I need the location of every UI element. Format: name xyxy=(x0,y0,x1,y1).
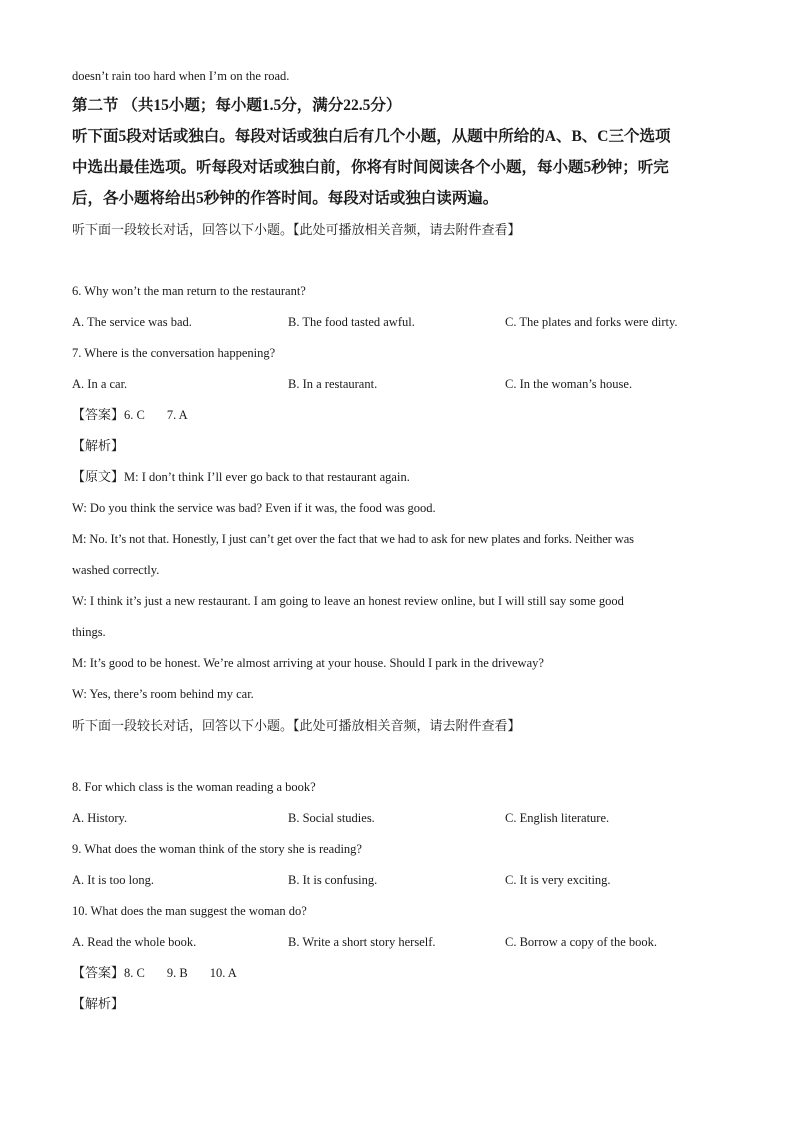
original-label: 【原文】 xyxy=(72,470,125,485)
blank-gap xyxy=(72,741,722,772)
transcript-line-6: things. xyxy=(72,625,106,639)
question-8-options xyxy=(72,803,722,834)
option-c: C. The plates and forks were dirty. xyxy=(505,315,678,329)
answer-9: 9. B xyxy=(166,966,188,980)
transcript-line-3: M: No. It’s not that. Honestly, I just can’t get over the fact that we had to ask for new plates and forks. Neither was xyxy=(72,532,634,546)
question-7-options xyxy=(72,369,722,400)
option-c: C. It is very exciting. xyxy=(505,873,611,887)
question-10: 10. What does the man suggest the woman do? xyxy=(72,904,307,918)
blank-gap xyxy=(72,245,722,276)
option-c: C. English literature. xyxy=(505,811,610,825)
section-title: 第二节 （共15小题；每小题1.5分，满分22.5分） xyxy=(72,97,402,114)
question-9-options xyxy=(72,865,722,896)
analysis-label: 【解析】 xyxy=(72,997,125,1012)
analysis-line-2 xyxy=(72,989,722,1020)
option-a: A. History. xyxy=(72,811,128,825)
option-b: B. Social studies. xyxy=(288,811,375,825)
option-b: B. It is confusing. xyxy=(288,873,378,887)
answer-6: 6. C xyxy=(124,408,145,422)
transcript-text: M: I don’t think I’ll ever go back to that restaurant again. xyxy=(124,470,410,484)
transcript-line-8: W: Yes, there’s room behind my car. xyxy=(72,687,254,701)
question-8: 8. For which class is the woman reading a book? xyxy=(72,780,316,794)
option-b: B. Write a short story herself. xyxy=(288,935,436,949)
audio-note: 听下面一段较长对话，回答以下小题。【此处可播放相关音频，请去附件查看】 xyxy=(72,222,521,237)
answer-10: 10. A xyxy=(209,966,237,980)
option-a: A. The service was bad. xyxy=(72,315,192,329)
option-a: A. It is too long. xyxy=(72,873,154,887)
option-b: B. In a restaurant. xyxy=(288,377,378,391)
analysis-line-1 xyxy=(72,431,722,462)
question-6-options xyxy=(72,307,722,338)
answer-8: 8. C xyxy=(124,966,145,980)
transcript-line-2: W: Do you think the service was bad? Even if it was, the food was good. xyxy=(72,501,436,515)
answer-label: 【答案】 xyxy=(72,408,125,423)
transcript-line-1 xyxy=(72,462,722,493)
question-10-options xyxy=(72,927,722,958)
option-c: C. In the woman’s house. xyxy=(505,377,633,391)
section-instruction-line-1: 听下面5段对话或独白。每段对话或独白后有几个小题，从题中所给的A、B、C三个选项 xyxy=(72,128,671,145)
option-a: A. Read the whole book. xyxy=(72,935,197,949)
question-6: 6. Why won’t the man return to the restaurant? xyxy=(72,284,306,298)
question-7: 7. Where is the conversation happening? xyxy=(72,346,276,360)
option-c: C. Borrow a copy of the book. xyxy=(505,935,658,949)
transcript-line-4: washed correctly. xyxy=(72,563,160,577)
audio-note-2: 听下面一段较长对话，回答以下小题。【此处可播放相关音频，请去附件查看】 xyxy=(72,718,521,733)
transcript-line-5: W: I think it’s just a new restaurant. I am going to leave an honest review online, but I will still say some good xyxy=(72,594,624,608)
analysis-label: 【解析】 xyxy=(72,439,125,454)
option-b: B. The food tasted awful. xyxy=(288,315,415,329)
previous-text-line: doesn’t rain too hard when I’m on the road. xyxy=(72,69,290,83)
answer-label: 【答案】 xyxy=(72,966,125,981)
question-9: 9. What does the woman think of the story she is reading? xyxy=(72,842,362,856)
option-a: A. In a car. xyxy=(72,377,128,391)
transcript-line-7: M: It’s good to be honest. We’re almost arriving at your house. Should I park in the driveway? xyxy=(72,656,544,670)
answer-7: 7. A xyxy=(166,408,188,422)
answer-line-2 xyxy=(72,958,722,989)
answer-line-1 xyxy=(72,400,722,431)
section-instruction-line-3: 后，各小题将给出5秒钟的作答时间。每段对话或独白读两遍。 xyxy=(72,190,499,207)
document-page xyxy=(72,62,722,1020)
section-instruction-line-2: 中选出最佳选项。听每段对话或独白前，你将有时间阅读各个小题，每小题5秒钟；听完 xyxy=(72,159,669,176)
